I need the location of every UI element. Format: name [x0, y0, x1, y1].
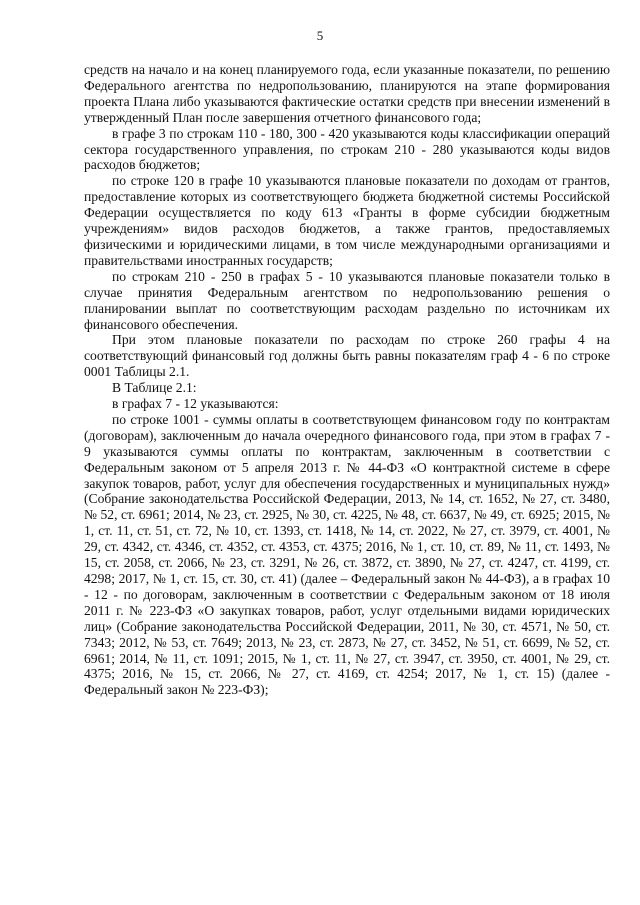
- paragraph-6: В Таблице 2.1:: [112, 380, 197, 396]
- page-number: 5: [316, 28, 324, 43]
- paragraph-1: средств на начало и на конец планируемого года, если указанные показатели, по решению Федерального агентства по недропользованию, планируются на этапе формирования проекта Плана либо указываются фактические остатки средств при внесении изменений в утвержденный План после завершения отчетного финансового года;: [84, 62, 610, 125]
- paragraph-5: При этом плановые показатели по расходам по строке 260 графы 4 на соответствующий финансовый год должны быть равны показателям граф 4 - 6 по строке 0001 Таблицы 2.1.: [84, 332, 610, 380]
- paragraph-2: в графе 3 по строкам 110 - 180, 300 - 420 указываются коды классификации операций сектора государственного управления, по строкам 210 - 280 указываются коды видов расходов бюджетов;: [84, 125, 610, 173]
- paragraph-3: по строке 120 в графе 10 указываются плановые показатели по доходам от грантов, предоставление которых из соответствующего бюджета бюджетной системы Российской Федерации осуществляется по коду 613 «Гранты в форме субсидии бюджетным учреждениям» видов расходов бюджетов, а также грантов, предоставляемых физическими и юридическими лицами, в том числе международными организациями и правительствами иностранных государств;: [84, 173, 610, 268]
- document-body: [84, 62, 610, 698]
- paragraph-4: по строкам 210 - 250 в графах 5 - 10 указываются плановые показатели только в случае принятия Федеральным агентством по недропользованию решения о планировании выплат по соответствующим расходам раздельно по источникам их финансового обеспечения.: [84, 268, 610, 332]
- paragraph-8: по строке 1001 - суммы оплаты в соответствующем финансовом году по контрактам (договорам), заключенным до начала очередного финансового года, при этом в графах 7 - 9 указываются суммы оплаты по контрактам, заключенным в соответствии с Федеральным законом от 5 апреля 2013 г. № 44-ФЗ «О контрактной системе в сфере закупок товаров, работ, услуг для обеспечения государственных и муниципальных нужд» (Собрание законодательства Российской Федерации, 2013, № 14, ст. 1652, № 27, ст. 3480, № 52, ст. 6961; 2014, № 23, ст. 2925, № 30, ст. 4225, № 48, ст. 6637, № 49, ст. 6925; 2015, № 1, ст. 11, ст. 51, ст. 72, № 10, ст. 1393, ст. 1418, № 14, ст. 2022, № 27, ст. 3979, ст. 4001, № 29, ст. 4342, ст. 4346, ст. 4352, ст. 4353, ст. 4375; 2016, № 1, ст. 10, ст. 89, № 11, ст. 1493, № 15, ст. 2058, ст. 2066, № 23, ст. 3291, № 26, ст. 3872, ст. 3890, № 27, ст. 4247, ст. 4199, ст. 4298; 2017, № 1, ст. 15, ст. 30, ст. 41) (далее – Федеральный закон № 44-ФЗ), а в графах 10 - 12 - по договорам, заключенным в соответствии с Федеральным законом от 18 июля 2011 г. № 223-ФЗ «О закупках товаров, работ, услуг отдельными видами юридических лиц» (Собрание законодательства Российской Федерации, 2011, № 30, ст. 4571, № 50, ст. 7343; 2012, № 53, ст. 7649; 2013, № 23, ст. 2873, № 27, ст. 3452, № 51, ст. 6699, № 52, ст. 6961; 2014, № 11, ст. 1091; 2015, № 1, ст. 11, № 27, ст. 3947, ст. 3950, ст. 4001, № 29, ст. 4375; 2016, № 15, ст. 2066, № 27, ст. 4169, ст. 4254; 2017, № 1, ст. 15) (далее - Федеральный закон № 223-ФЗ);: [84, 411, 610, 698]
- paragraph-7: в графах 7 - 12 указываются:: [112, 396, 279, 412]
